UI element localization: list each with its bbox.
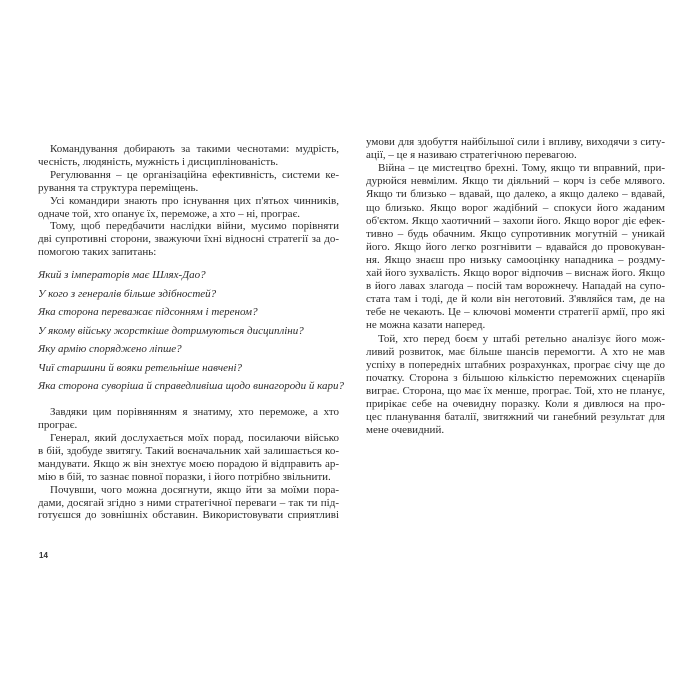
text-line: готуєшся до зовнішніх обставин. Використовувати сприятливі bbox=[38, 509, 339, 522]
text-line: в його лавах злагода – посій там ворожнечу. Нападай на супо- bbox=[366, 280, 665, 293]
text-line: не можна казати наперед. bbox=[366, 319, 486, 332]
text-line: Командування добирають за такими чеснотами: мудрість, bbox=[50, 143, 339, 155]
text-line: початку. Сторона з більшою кількістю переможних сценаріїв bbox=[366, 371, 665, 384]
question-line: Який з імператорів має Шлях-Дао? bbox=[38, 269, 206, 282]
text-line: що близько. Якщо ворог жадібний – спокуси його жаданим bbox=[366, 201, 665, 214]
text-line: об'єктом. Якщо хаотичний – захопи його. Якщо ворог діє ефек- bbox=[366, 214, 665, 227]
text-line: дві супротивні сторони, зважуючи їхні відносні стратегії за до- bbox=[38, 233, 339, 246]
text-line: стата там і тоді, де й коли він неготовий. З'являйся там, де на bbox=[366, 293, 665, 306]
text-line: Генерал, який дослухається моїх порад, посилаючи військо bbox=[50, 432, 339, 444]
text-line: цес планування баталії, звитяжний чи ганебний результат для bbox=[366, 411, 665, 424]
text-line: Той, хто перед боєм у штабі ретельно аналізує його мож- bbox=[378, 332, 665, 345]
text-line: Усі командири знають про існування цих п'ятьох чинників, bbox=[50, 194, 339, 207]
text-line: Завдяки цим порівнянням я знатиму, хто переможе, а хто bbox=[50, 406, 339, 419]
text-line: помогою таких запитань: bbox=[38, 246, 157, 259]
text-line: в бій, здобуде звитягу. Такий воєначальник хай залишається ко- bbox=[38, 444, 339, 457]
page-number: 14 bbox=[39, 551, 48, 560]
text-line: дурюйся невмілим. Якщо ти діяльний – корч із себе млявого. bbox=[366, 175, 665, 188]
text-line: мене очевидний. bbox=[366, 424, 445, 437]
text-line: мандувати. Якщо ж він знехтує моєю порадою й відправить ар- bbox=[38, 457, 339, 470]
text-line: ації, – це я називаю стратегічною перевагою. bbox=[366, 149, 577, 162]
text-line: Почувши, чого можна досягнути, якщо йти за моїми пора- bbox=[50, 483, 339, 496]
question-line: Яка сторона суворіша й справедливіша щодо винагороди й кари? bbox=[38, 380, 344, 393]
text-line: Тому, щоб передбачити наслідки війни, мусимо порівняти bbox=[50, 220, 339, 233]
question-line: Чиї старшини й вояки ретельніше навчені? bbox=[38, 361, 243, 374]
text-line: його. Якщо його легко розгнівити – вдавайся до провокуван- bbox=[366, 240, 665, 253]
text-line: виграє. Сторона, що має їх менше, програє. Той, хто не планує, bbox=[366, 384, 665, 397]
text-line: Якщо ти близько – вдавай, що далеко, а якщо далеко – вдавай, bbox=[366, 188, 665, 201]
text-line: чесність, людяність, мужність і дисциплінованість. bbox=[38, 155, 279, 168]
text-line: тивно – будь обачним. Якщо супротивник могутній – уникай bbox=[366, 227, 665, 240]
text-line: мію в бій, то зазнає повної поразки, і його потрібно звільнити. bbox=[38, 470, 331, 483]
question-line: Яка сторона переважає підсонням і тереном? bbox=[38, 306, 258, 319]
text-line: успіху в попередніх штабних розрахунках, програє січу ще до bbox=[366, 358, 665, 371]
text-line: ня. Якщо знаєш про низьку самооцінку нападника – роздму- bbox=[366, 253, 665, 266]
question-line: У якому війську жорсткіше дотримуються дисципліни? bbox=[38, 324, 304, 337]
question-line: Яку армію споряджено ліпше? bbox=[38, 343, 182, 356]
text-line: тебе не чекають. Це – ключові моменти стратегії армії, про які bbox=[366, 306, 665, 319]
text-line: програє. bbox=[38, 419, 78, 432]
text-line: умови для здобуття найбільшої сили і впливу, виходячи з ситу- bbox=[366, 136, 665, 148]
text-line: одначе той, хто опанує їх, переможе, а хто – ні, програє. bbox=[38, 207, 301, 220]
question-line: У кого з генералів більше здібностей? bbox=[38, 287, 217, 300]
text-line: дами, досягай згідно з ними стратегічної переваги – так ти під- bbox=[38, 496, 339, 509]
text-line: Війна – це мистецтво брехні. Тому, якщо ти вправний, при- bbox=[378, 162, 665, 175]
text-line: прирікає себе на очевидну поразку. Коли я дивлюся на про- bbox=[366, 398, 665, 410]
text-line: хай його зухвалість. Якщо ворог відпочив – виснаж його. Якщо bbox=[366, 267, 665, 279]
text-line: Регулювання – це організаційна ефективність, системи ке- bbox=[50, 168, 339, 181]
text-line: ливий розвиток, має більше шансів перемогти. А хто не мав bbox=[366, 345, 665, 358]
text-line: рування та структура переміщень. bbox=[38, 181, 199, 194]
